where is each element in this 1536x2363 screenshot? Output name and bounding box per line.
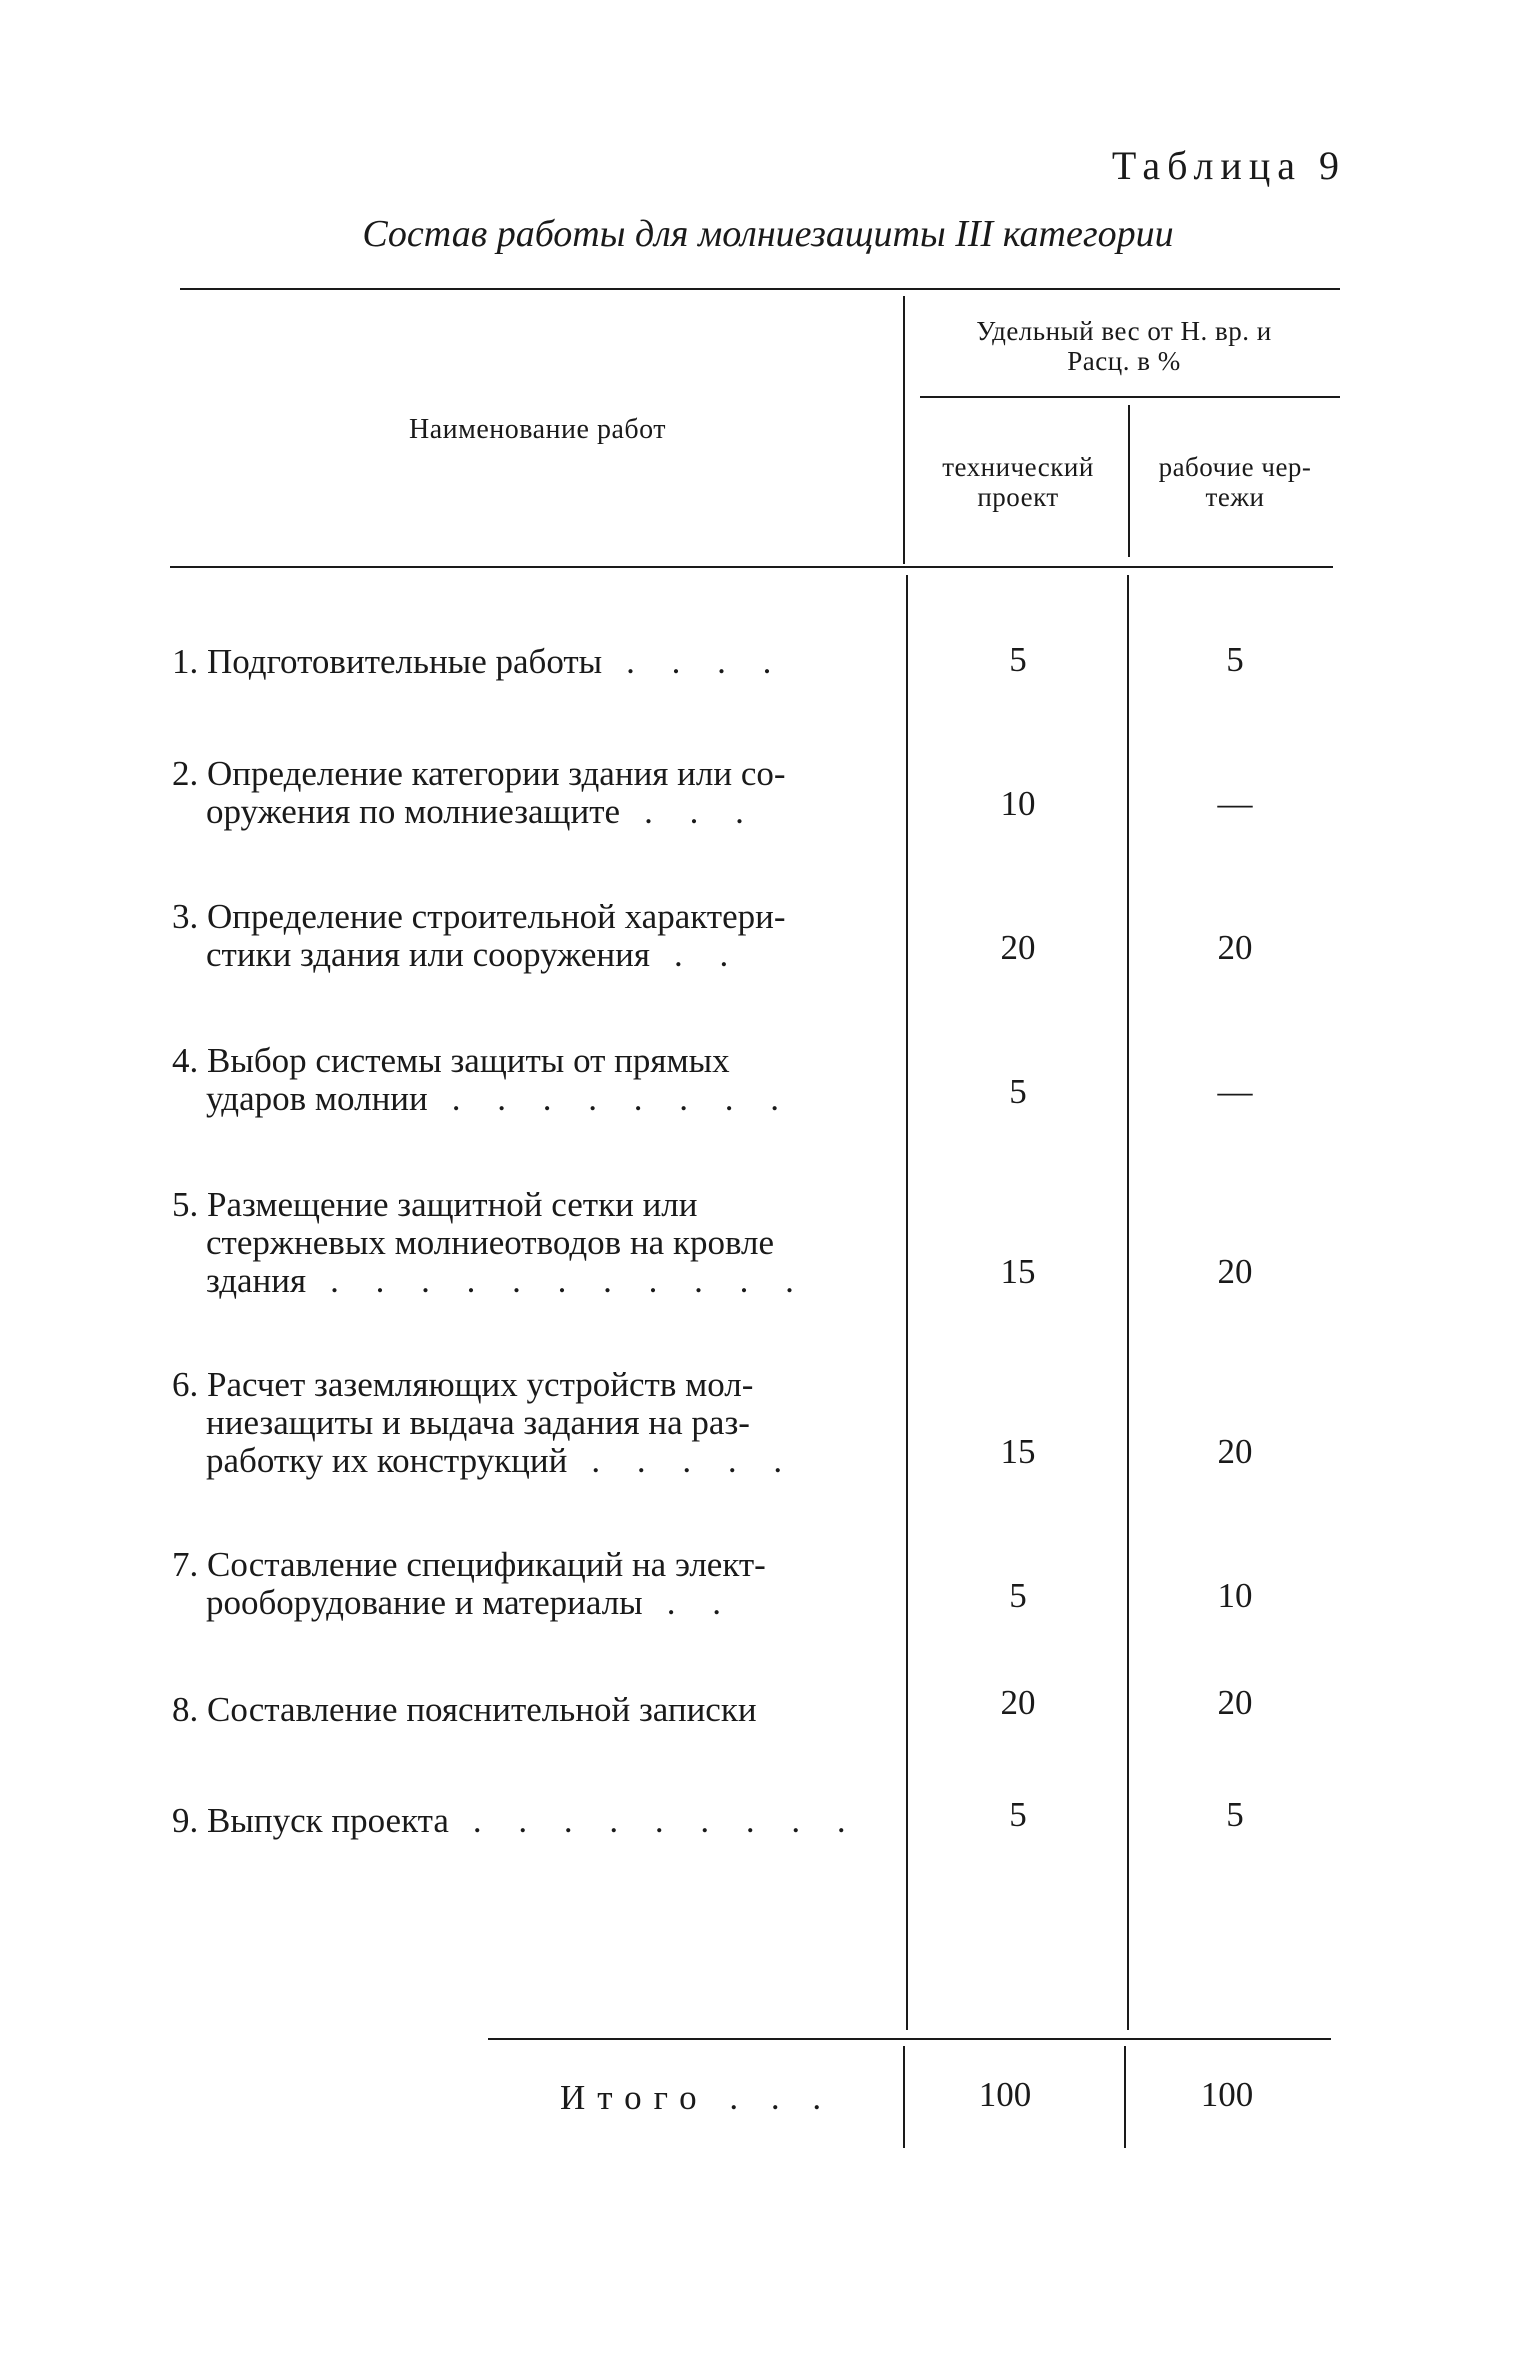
row-dots: . . — [674, 935, 743, 974]
cell-working: 5 — [1226, 640, 1244, 679]
header-bottom-rule — [170, 566, 1333, 568]
cell-technical: 15 — [1000, 1432, 1036, 1471]
cell-technical: 5 — [1009, 1072, 1027, 1111]
cell-working: — — [1217, 784, 1253, 823]
header-working-line: тежи — [1205, 482, 1265, 512]
row-line — [172, 643, 862, 681]
total-technical: 100 — [978, 2075, 1032, 2114]
row-text: 7. Составление спецификаций на элект- — [172, 1545, 766, 1584]
row-dots: . . . . . . . . — [451, 1079, 794, 1118]
row-text: стики здания или сооружения — [206, 935, 650, 974]
row-dots: . . . . . — [591, 1441, 797, 1480]
cell-technical: 10 — [1000, 784, 1036, 823]
cell-working: — — [1217, 1072, 1253, 1111]
row-text: работку их конструкций — [206, 1441, 568, 1480]
total-working: 100 — [1200, 2075, 1254, 2114]
header-divider-sub — [1128, 405, 1130, 557]
cell-working: 20 — [1217, 1432, 1253, 1471]
table-row-name — [172, 1042, 862, 1118]
header-group-line: Расц. в % — [1067, 346, 1181, 376]
table-row-name — [172, 1546, 862, 1622]
total-label — [560, 2078, 860, 2118]
cell-working: 20 — [1217, 1252, 1253, 1291]
row-line — [172, 1802, 862, 1840]
row-line — [172, 1546, 862, 1584]
row-line — [172, 793, 862, 831]
row-text: 3. Определение строительной характери- — [172, 897, 786, 936]
row-line — [172, 755, 862, 793]
row-dots: . . . . . . . . . — [472, 1801, 860, 1840]
row-line — [172, 1262, 862, 1300]
table-row-name — [172, 1186, 862, 1300]
row-line — [172, 1186, 862, 1224]
row-line — [172, 1442, 862, 1480]
row-text: оружения по молниезащите — [206, 792, 621, 831]
row-text: 8. Составление пояснительной записки — [172, 1690, 757, 1729]
cell-technical: 20 — [1000, 928, 1036, 967]
cell-working: 5 — [1226, 1795, 1244, 1834]
row-text: ниезащиты и выдача задания на раз- — [206, 1403, 750, 1442]
table-row-name — [172, 1802, 862, 1840]
row-dots: . . . . . . . . . . . — [330, 1261, 808, 1300]
row-text: рооборудование и материалы — [206, 1583, 643, 1622]
row-line — [172, 1691, 862, 1729]
row-text: 6. Расчет заземляющих устройств мол- — [172, 1365, 754, 1404]
total-dots: . . . — [729, 2078, 834, 2117]
table-title: Состав работы для молниезащиты III категории — [362, 213, 1174, 255]
header-group-rule — [920, 396, 1340, 398]
table-number: Таблица 9 — [1111, 143, 1346, 188]
cell-technical: 5 — [1009, 1576, 1027, 1615]
total-text: Итого — [560, 2078, 709, 2117]
table-row-name — [172, 1366, 862, 1480]
header-technical-line: технический — [942, 452, 1094, 482]
total-rule — [488, 2038, 1331, 2040]
row-dots: . . — [666, 1583, 735, 1622]
row-text: 2. Определение категории здания или со- — [172, 754, 786, 793]
cell-working: 20 — [1217, 1683, 1253, 1722]
total-divider-sub — [1124, 2046, 1126, 2148]
table-row-name — [172, 755, 862, 831]
header-technical — [908, 452, 1128, 512]
header-working — [1132, 452, 1338, 512]
row-line — [172, 1404, 862, 1442]
row-line — [172, 1224, 862, 1262]
row-text: 9. Выпуск проекта — [172, 1801, 449, 1840]
cell-technical: 15 — [1000, 1252, 1036, 1291]
row-line — [172, 936, 862, 974]
row-line — [172, 1042, 862, 1080]
header-group-line: Удельный вес от Н. вр. и — [976, 316, 1272, 346]
row-line — [172, 1584, 862, 1622]
row-text: 1. Подготовительные работы — [172, 642, 603, 681]
row-text: стержневых молниеотводов на кровле — [206, 1223, 775, 1262]
row-line — [172, 1080, 862, 1118]
header-technical-line: проект — [977, 482, 1059, 512]
row-line — [172, 898, 862, 936]
cell-working: 10 — [1217, 1576, 1253, 1615]
header-name-column: Наименование работ — [409, 414, 666, 445]
header-group — [908, 316, 1340, 376]
cell-technical: 5 — [1009, 1795, 1027, 1834]
row-text: 5. Размещение защитной сетки или — [172, 1185, 698, 1224]
table-row-name — [172, 898, 862, 974]
top-rule — [180, 288, 1340, 290]
row-dots: . . . . — [626, 642, 786, 681]
table-row-name — [172, 1691, 862, 1729]
row-text: ударов молнии — [206, 1079, 428, 1118]
cell-technical: 20 — [1000, 1683, 1036, 1722]
row-text: 4. Выбор системы защиты от прямых — [172, 1041, 730, 1080]
table-row-name — [172, 643, 862, 681]
row-text: здания — [206, 1261, 307, 1300]
row-line — [172, 1366, 862, 1404]
cell-technical: 5 — [1009, 640, 1027, 679]
cell-working: 20 — [1217, 928, 1253, 967]
header-working-line: рабочие чер- — [1158, 452, 1312, 482]
row-dots: . . . — [644, 792, 758, 831]
